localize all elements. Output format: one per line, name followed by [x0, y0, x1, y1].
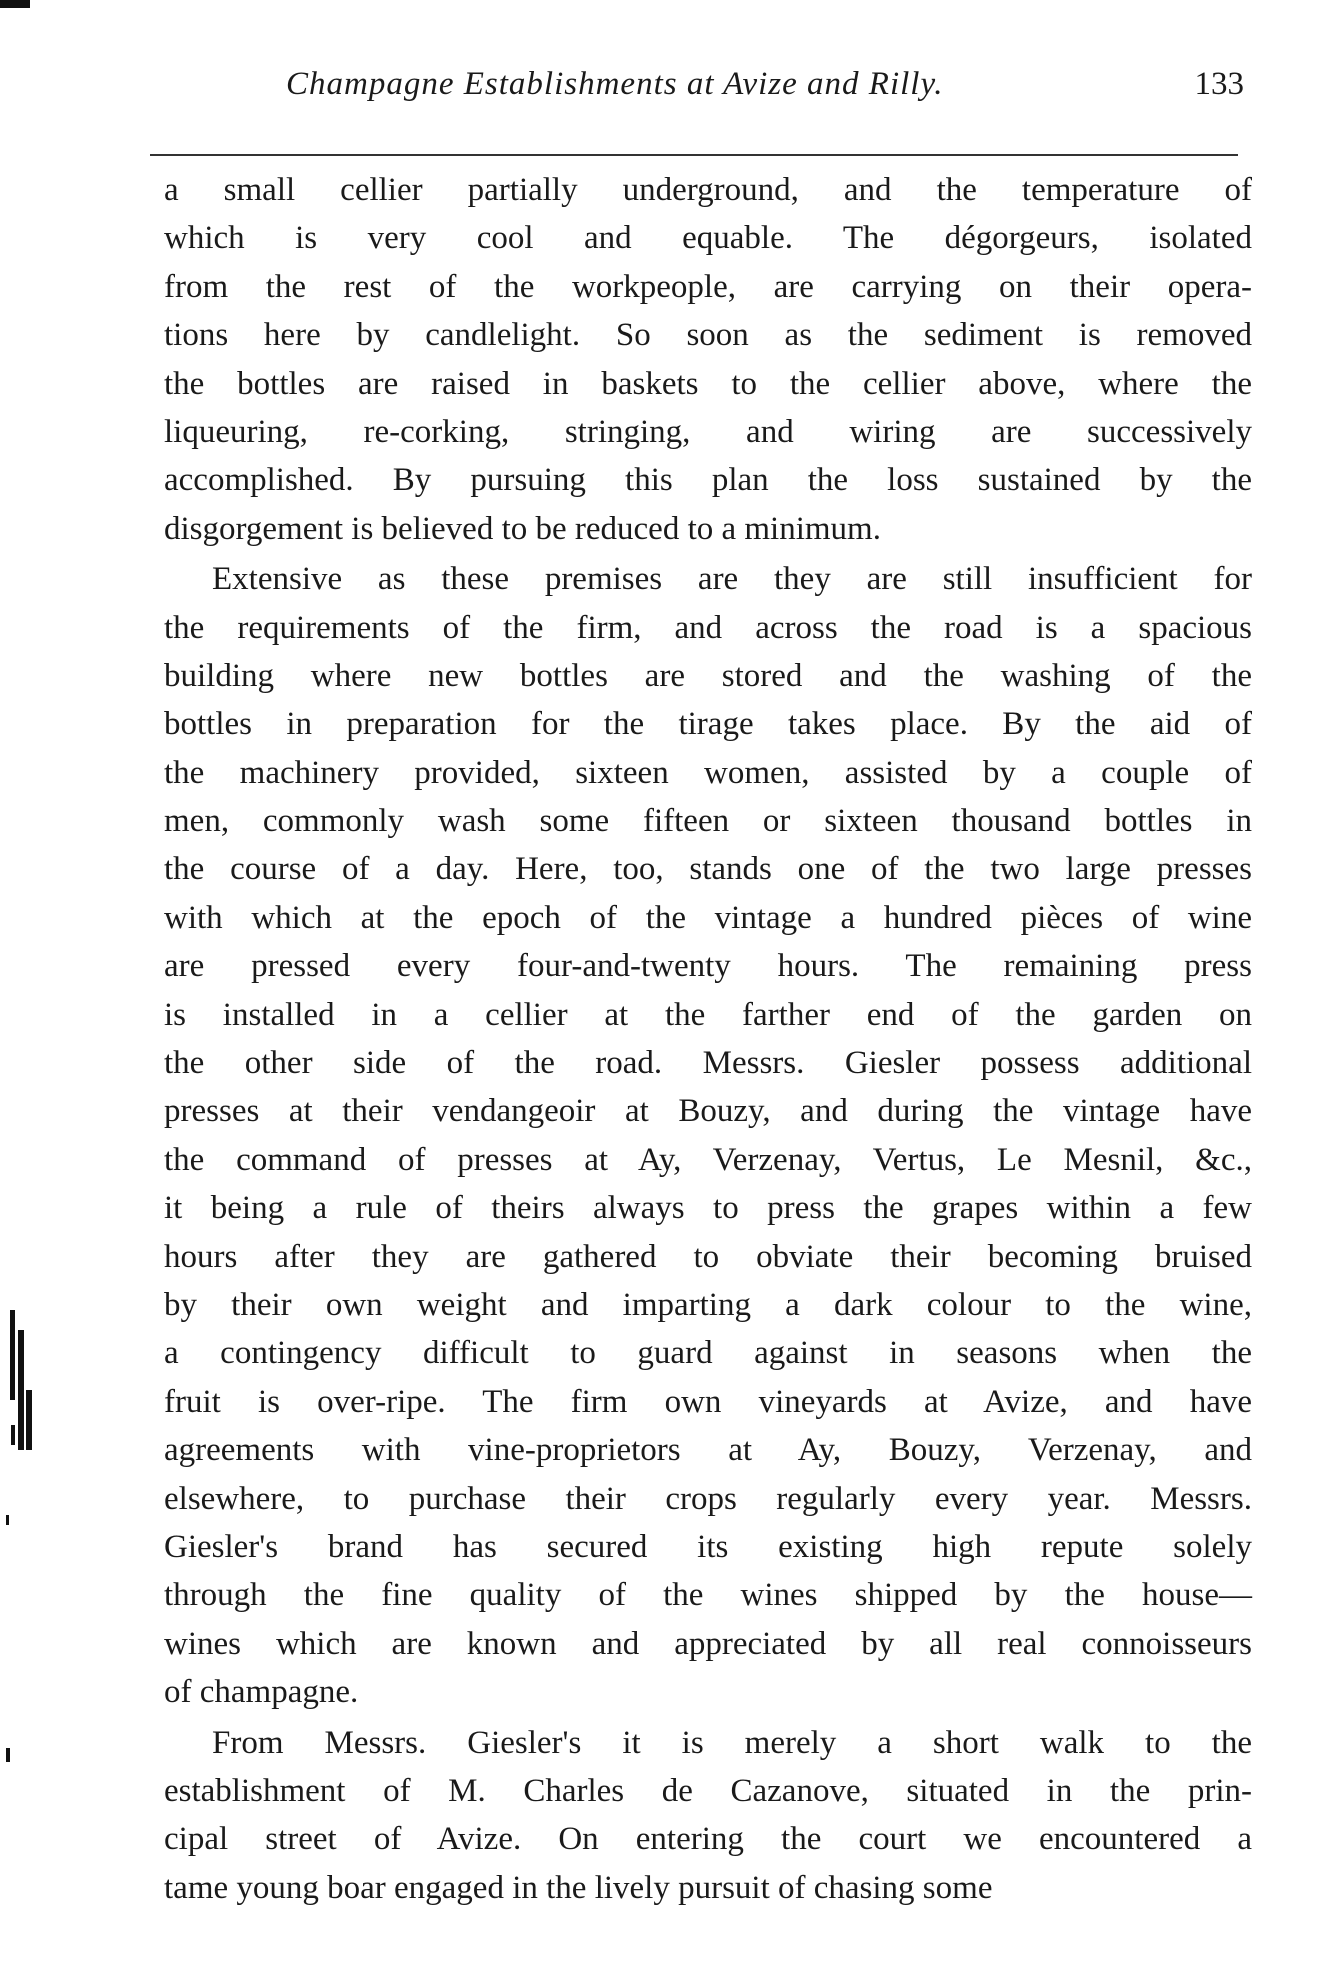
text-line: men, commonly wash some fifteen or sixteen thousand bottles in — [164, 803, 1252, 840]
text-line: the requirements of the firm, and across the road is a spacious — [164, 609, 1252, 646]
text-line: a small cellier partially underground, and the temperature of — [164, 172, 1252, 208]
margin-scan-mark — [26, 1390, 32, 1450]
margin-scan-mark — [6, 1748, 10, 1762]
text-line: it being a rule of theirs always to press the grapes within a few — [164, 1190, 1252, 1227]
text-line: wines which are known and appreciated by all real connoisseurs — [164, 1625, 1252, 1662]
text-line: building where new bottles are stored and the washing of the — [164, 657, 1252, 694]
margin-scan-mark — [6, 1515, 9, 1525]
text-line: with which at the epoch of the vintage a hundred pièces of wine — [164, 899, 1252, 936]
text-line: are pressed every four-and-twenty hours. The remaining press — [164, 948, 1252, 985]
text-line: the course of a day. Here, too, stands one of the two large presses — [164, 851, 1252, 888]
text-line: a contingency difficult to guard against in seasons when the — [164, 1335, 1252, 1372]
text-line: Extensive as these premises are they are still insufficient for — [212, 561, 1252, 598]
text-line: cipal street of Avize. On entering the court we encountered a — [164, 1821, 1252, 1858]
margin-scan-mark — [18, 1330, 24, 1450]
page-number: 133 — [1194, 66, 1244, 102]
text-line: elsewhere, to purchase their crops regularly every year. Messrs. — [164, 1480, 1252, 1517]
text-line: hours after they are gathered to obviate their becoming bruised — [164, 1238, 1252, 1275]
text-line: liqueuring, re-corking, stringing, and wiring are successively — [164, 413, 1252, 450]
text-line: presses at their vendangeoir at Bouzy, and during the vintage have — [164, 1093, 1252, 1130]
running-title: Champagne Establishments at Avize and Rilly. — [286, 66, 944, 102]
running-header — [150, 66, 1250, 122]
margin-scan-mark — [10, 1310, 15, 1400]
text-line: through the fine quality of the wines shipped by the house— — [164, 1577, 1252, 1614]
text-line: which is very cool and equable. The dégorgeurs, isolated — [164, 220, 1252, 257]
text-line: by their own weight and imparting a dark colour to the wine, — [164, 1286, 1252, 1323]
text-line: from the rest of the workpeople, are carrying on their opera- — [164, 268, 1252, 305]
text-line: accomplished. By pursuing this plan the loss sustained by the — [164, 462, 1252, 499]
text-line: establishment of M. Charles de Cazanove, situated in the prin- — [164, 1772, 1252, 1809]
text-line: From Messrs. Giesler's it is merely a short walk to the — [212, 1724, 1252, 1761]
text-line: tions here by candlelight. So soon as the sediment is removed — [164, 317, 1252, 354]
text-line: is installed in a cellier at the farther end of the garden on — [164, 996, 1252, 1033]
text-line: fruit is over-ripe. The firm own vineyards at Avize, and have — [164, 1383, 1252, 1420]
text-line: disgorgement is believed to be reduced to a minimum. — [164, 510, 881, 547]
text-line: the command of presses at Ay, Verzenay, Vertus, Le Mesnil, &c., — [164, 1141, 1252, 1178]
scan-corner-mark — [0, 0, 30, 8]
text-line: of champagne. — [164, 1674, 359, 1711]
body-text — [164, 166, 1252, 1912]
text-line: tame young boar engaged in the lively pursuit of chasing some — [164, 1869, 993, 1906]
text-line: the bottles are raised in baskets to the cellier above, where the — [164, 365, 1252, 402]
text-line: the machinery provided, sixteen women, assisted by a couple of — [164, 754, 1252, 791]
margin-scan-mark — [11, 1425, 15, 1445]
text-line: bottles in preparation for the tirage takes place. By the aid of — [164, 706, 1252, 743]
text-line: the other side of the road. Messrs. Giesler possess additional — [164, 1045, 1252, 1082]
text-line: agreements with vine-proprietors at Ay, Bouzy, Verzenay, and — [164, 1432, 1252, 1469]
header-rule — [150, 154, 1238, 156]
text-line: Giesler's brand has secured its existing high repute solely — [164, 1528, 1252, 1565]
